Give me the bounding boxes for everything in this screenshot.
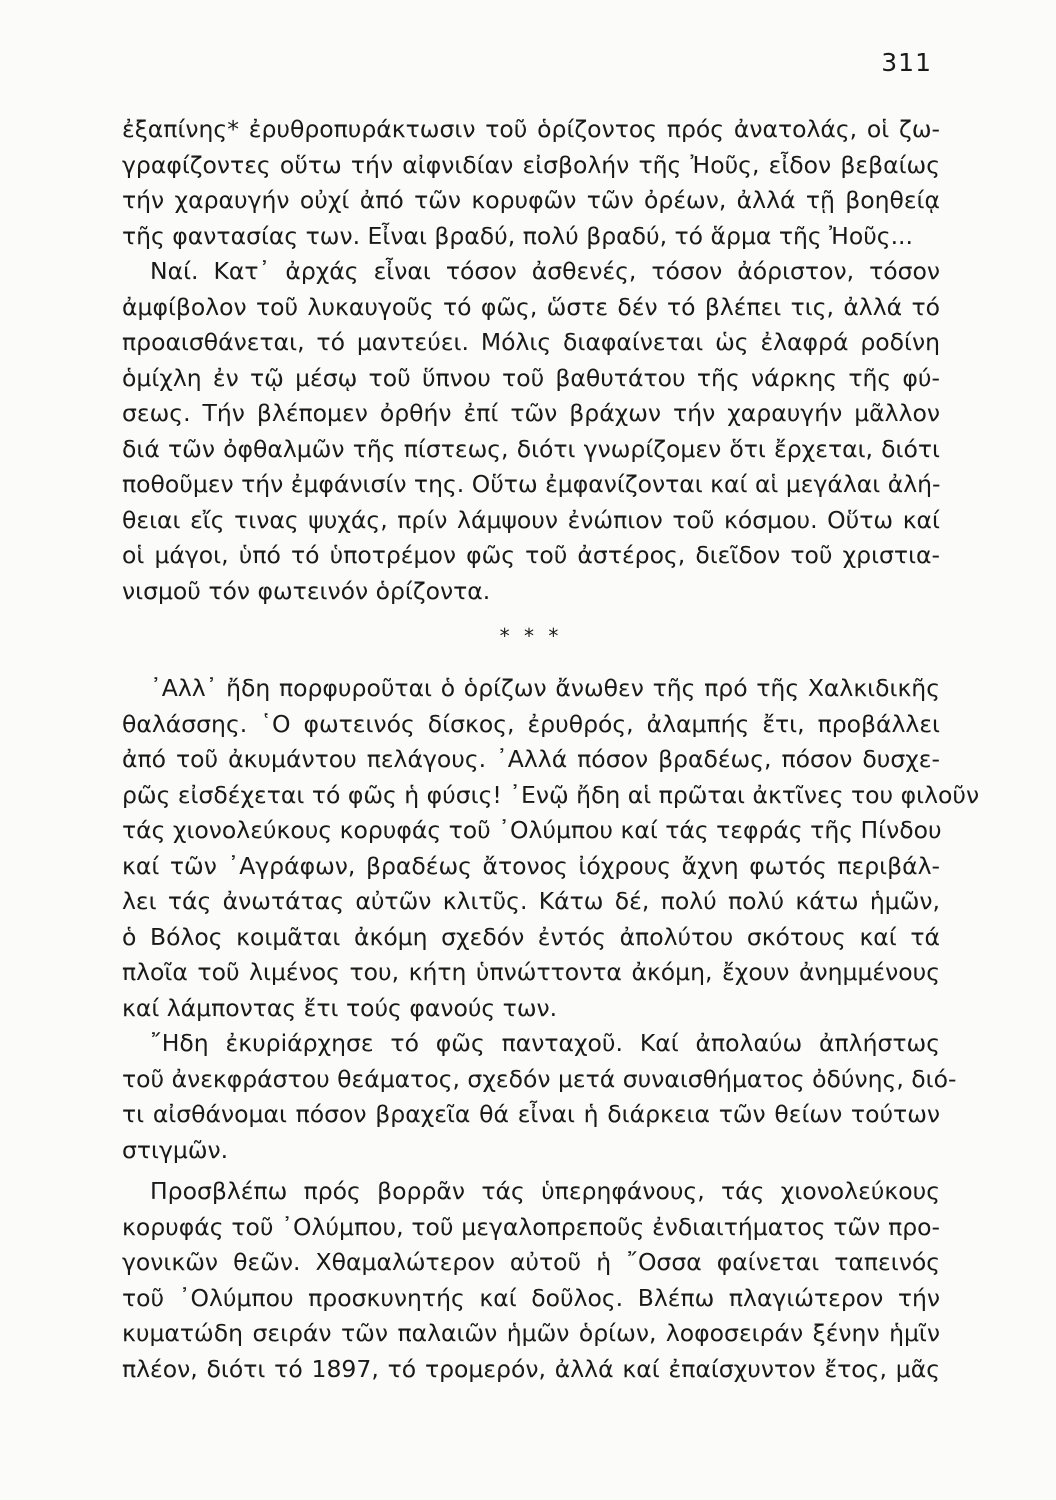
text-line: τάς χιονολεύκους κορυφάς τοῦ ᾿Ολύμπου καί τάς τεφράς τῆς Πίνδου [122, 816, 942, 844]
page-number: 311 [881, 48, 932, 77]
text-line: λει τάς ἀνωτάτας αὐτῶν κλιτῦς. Κάτω δέ, πολύ πολύ κάτω ἡμῶν, [122, 887, 940, 915]
text-line: ἐξαπίνης* ἐρυθροπυράκτωσιν τοῦ ὁρίζοντος πρός ἀνατολάς, οἱ ζω- [122, 115, 940, 143]
text-line: νισμοῦ τόν φωτεινόν ὁρίζοντα. [122, 576, 491, 605]
text-line: Προσβλέπω πρός βορρᾶν τάς ὑπερηφάνους, τάς χιονολεύκους [150, 1177, 940, 1205]
text-line: ῎Ηδη ἐκυρiάρχησε τό φῶς πανταχοῦ. Καί ἀπολαύω ἀπλήστως [150, 1029, 940, 1057]
text-line: ρῶς εἰσδέχεται τό φῶς ἡ φύσις! ᾿Ενῷ ἤδη αἱ πρῶται ἀκτῖνες του φιλοῦν [122, 780, 980, 809]
text-line: ἀμφίβολον τοῦ λυκαυγοῦς τό φῶς, ὥστε δέν τό βλέπει τις, ἀλλά τό [122, 292, 940, 321]
text-line: ἀπό τοῦ ἀκυμάντου πελάγους. ᾿Αλλά πόσον βραδέως, πόσον δυσχε- [122, 745, 940, 773]
text-line: κορυφάς τοῦ ᾿Ολύμπου, τοῦ μεγαλοπρεποῦς ἐνδιαιτήματος τῶν προ- [122, 1212, 940, 1241]
paragraph-5 [122, 1174, 940, 1387]
text-line: θαλάσσης. ῾Ο φωτεινός δίσκος, ἐρυθρός, ἀλαμπής ἔτι, προβάλλει [122, 709, 940, 738]
text-line: τήν χαραυγήν οὐχί ἀπό τῶν κορυφῶν τῶν ὀρέων, ἀλλά τῇ βοηθείᾳ [122, 186, 940, 214]
text-line: γονικῶν θεῶν. Χθαμαλώτερον αὐτοῦ ἡ ῎Οσσα φαίνεται ταπεινός [122, 1248, 940, 1276]
paragraph-3 [122, 671, 980, 1026]
text-line: ποθοῦμεν τήν ἐμφάνισίν της. Οὕτω ἐμφανίζονται καί αἱ μεγάλαι ἀλή- [122, 470, 941, 498]
text-line: γραφίζοντες οὕτω τήν αἰφνιδίαν εἰσβολήν τῆς Ἠοῦς, εἶδον βεβαίως [122, 150, 940, 179]
text-line: πλέον, διότι τό 1897, τό τρομερόν, ἀλλά καί ἐπαίσχυντον ἔτος, μᾶς [122, 1354, 940, 1383]
text-line: τοῦ ἀνεκφράστου θεάματος, σχεδόν μετά συναισθήματος ὀδύνης, διό- [122, 1064, 957, 1093]
text-line: σεως. Τήν βλέπομεν ὀρθήν ἐπί τῶν βράχων τήν χαραυγήν μᾶλλον [122, 399, 940, 427]
paragraph-1 [122, 112, 940, 254]
text-line: τι αἰσθάνομαι πόσον βραχεῖα θά εἶναι ἡ διάρκεια τῶν θείων τούτων [122, 1100, 940, 1128]
text-line: καί τῶν ᾿Αγράφων, βραδέως ἄτονος ἰόχρους ἄχνη φωτός περιβάλ- [122, 851, 940, 880]
text-line: κυματώδη σειράν τῶν παλαιῶν ἡμῶν ὁρίων, λοφοσειράν ξένην ἡμῖν [122, 1319, 940, 1347]
text-line: στιγμῶν. [122, 1135, 229, 1164]
text-line: τοῦ ᾿Ολύμπου προσκυνητής καί δοῦλος. Βλέπω πλαγιώτερον τήν [122, 1283, 940, 1312]
text-line: καί λάμποντας ἔτι τούς φανούς των. [122, 993, 558, 1022]
text-line: προαισθάνεται, τό μαντεύει. Μόλις διαφαίνεται ὡς ἐλαφρά ροδίνη [122, 328, 940, 356]
text-line: διά τῶν ὀφθαλμῶν τῆς πίστεως, διότι γνωρίζομεν ὅτι ἔρχεται, διότι [122, 434, 940, 463]
text-line: πλοῖα τοῦ λιμένος του, κήτη ὑπνώττοντα ἀκόμη, ἔχουν ἀνημμένους [122, 958, 940, 986]
text-line: οἱ μάγοι, ὑπό τό ὑποτρέμον φῶς τοῦ ἀστέρος, διεῖδον τοῦ χριστια- [122, 541, 940, 569]
paragraph-2 [122, 254, 940, 609]
text-line: θειαι εἴς τινας ψυχάς, πρίν λάμψουν ἐνώπιον τοῦ κόσμου. Οὕτω καί [122, 505, 940, 534]
section-separator: * * * [499, 624, 563, 648]
text-line: ὁ Βόλος κοιμᾶται ἀκόμη σχεδόν ἐντός ἀπολύτου σκότους καί τά [122, 922, 940, 951]
text-body [122, 112, 980, 1387]
text-line: ὁμίχλη ἐν τῷ μέσῳ τοῦ ὕπνου τοῦ βαθυτάτου τῆς νάρκης τῆς φύ- [122, 363, 940, 392]
text-line: ᾿Αλλ᾿ ἤδη πορφυροῦται ὁ ὁρίζων ἄνωθεν τῆς πρό τῆς Χαλκιδικῆς [150, 674, 940, 702]
paragraph-4 [122, 1026, 957, 1168]
text-line: τῆς φαντασίας των. Εἶναι βραδύ, πολύ βραδύ, τό ἅρμα τῆς Ἠοῦς... [122, 221, 914, 250]
text-line: Ναί. Κατ᾿ ἀρχάς εἶναι τόσον ἀσθενές, τόσον ἀόριστον, τόσον [150, 257, 940, 285]
